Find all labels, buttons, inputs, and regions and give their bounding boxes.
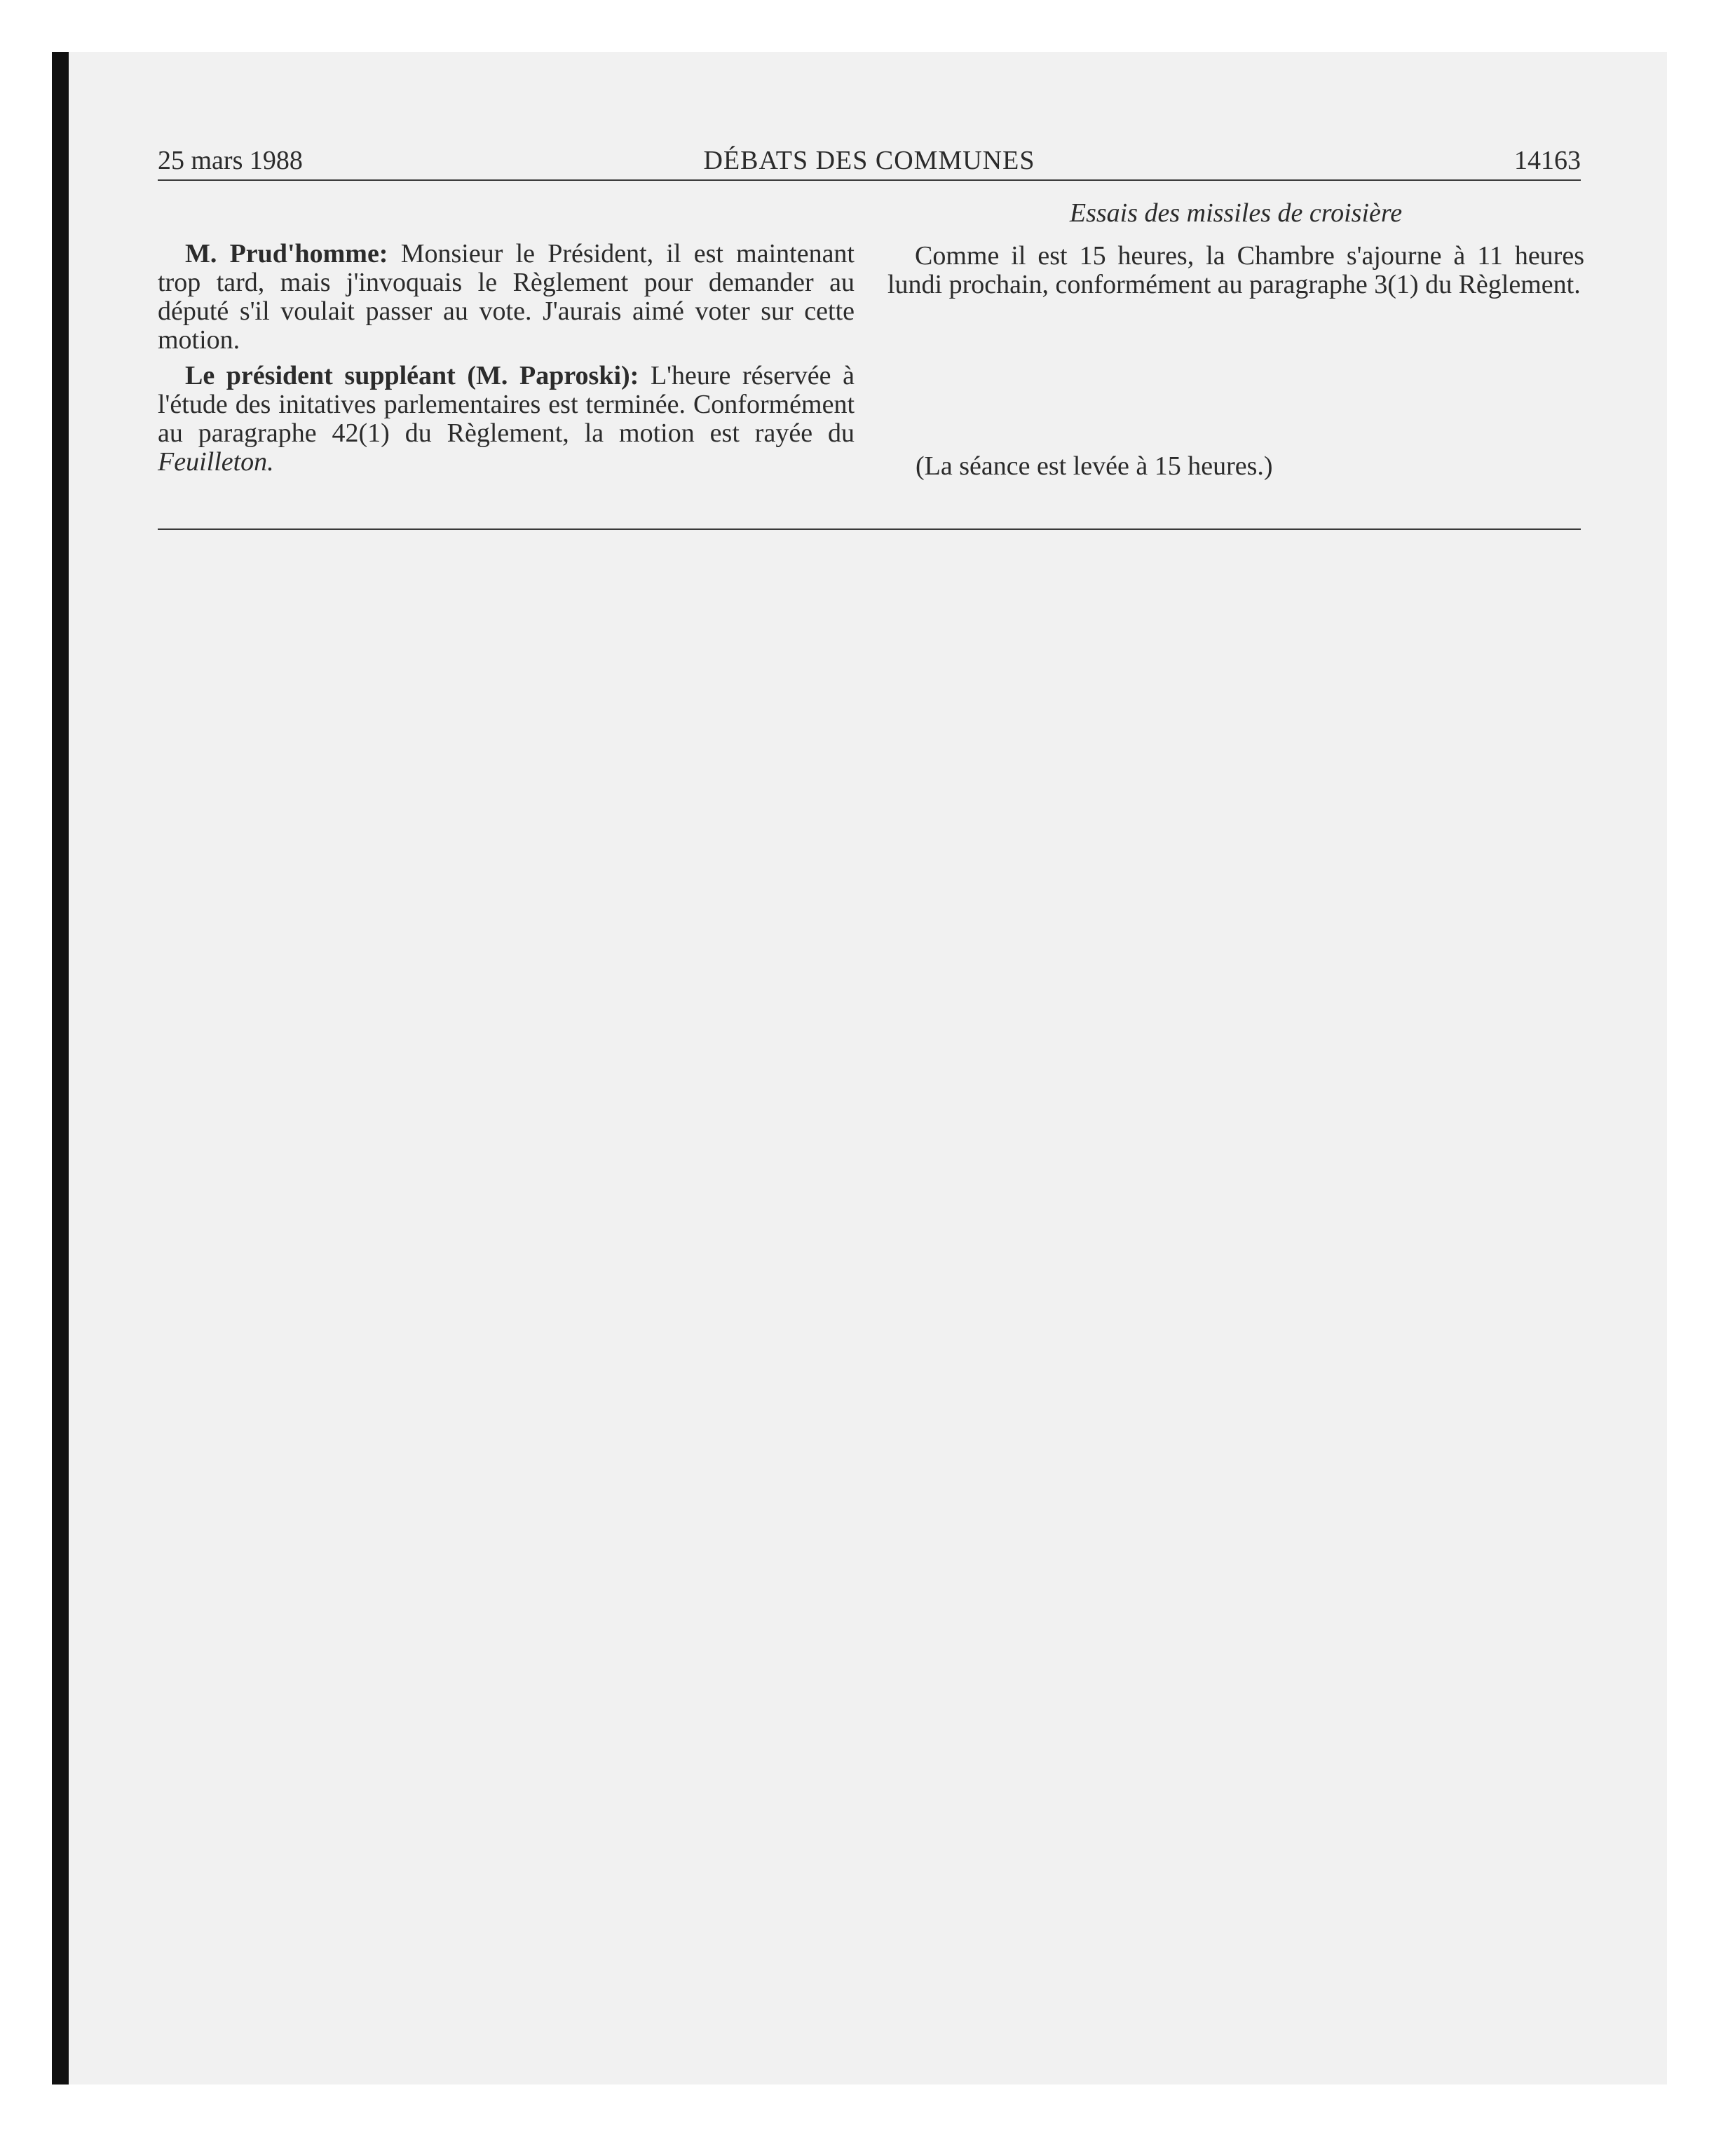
publication-title: DÉBATS DES COMMUNES (703, 146, 1035, 175)
intervention-acting-speaker (158, 362, 855, 477)
page-number: 14163 (1514, 146, 1581, 175)
sitting-adjourned-note: (La séance est levée à 15 heures.) (916, 451, 1273, 481)
speaker-name: Le président suppléant (M. Paproski): (185, 361, 639, 390)
feuilleton-italic: Feuilleton. (158, 447, 274, 477)
header-rule (158, 179, 1581, 181)
adjournment-notice: Comme il est 15 heures, la Chambre s'ajourne à 11 heures lundi prochain, conformément au paragraphe 3(1) du Règlement. (887, 241, 1584, 299)
end-of-sitting-rule (158, 528, 1581, 530)
intervention-text: Monsieur le Président, il est maintenant trop tard, mais j'invoquais le Règlement pour demander au député s'il voulait passer au vote. J'aurais aimé voter sur cette motion. (158, 239, 855, 355)
header-date: 25 mars 1988 (158, 146, 303, 175)
section-subheading: Essais des missiles de croisière (1069, 198, 1403, 228)
running-head (158, 140, 1581, 181)
right-column (887, 196, 1584, 481)
intervention-prudhomme (158, 240, 855, 355)
scan-binding-edge (52, 52, 69, 2085)
speaker-name: M. Prud'homme: (185, 239, 388, 268)
left-column (158, 240, 855, 477)
intervention-text: L'heure réservée à l'étude des initatives parlementaires est terminée. Conformément au paragraphe 42(1) du Règlement, la motion est rayée du (158, 361, 855, 448)
